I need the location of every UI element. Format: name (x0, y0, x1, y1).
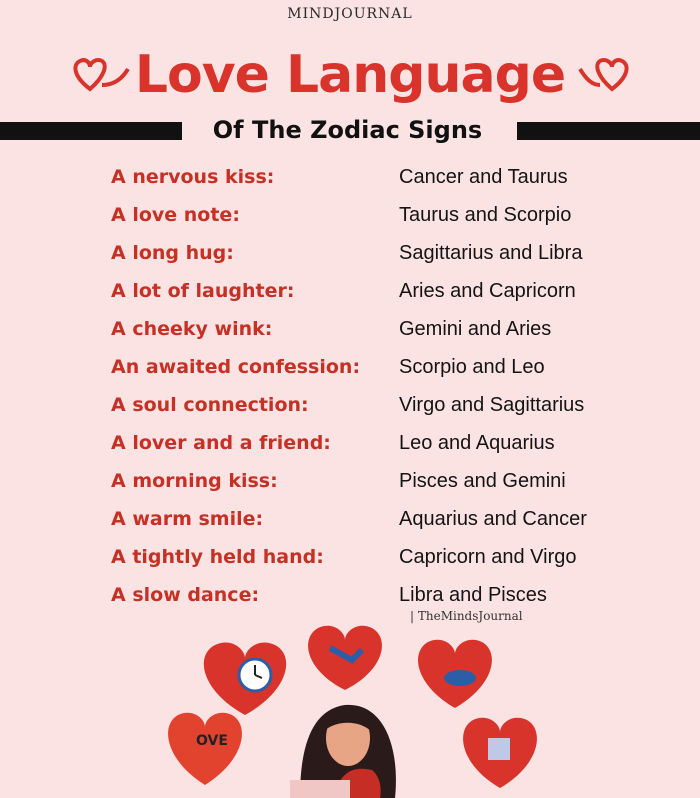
zodiac-signs: Virgo and Sagittarius (399, 394, 585, 416)
zodiac-signs: Cancer and Taurus (399, 166, 568, 188)
banner-bar-right (517, 122, 700, 140)
list-item (0, 542, 700, 580)
gesture-label: A warm smile: (111, 508, 264, 530)
gesture-label: A lover and a friend: (111, 432, 331, 454)
zodiac-signs: Aries and Capricorn (399, 280, 576, 302)
brand-logo: MINDJOURNAL (287, 6, 413, 22)
list-item (0, 314, 700, 352)
zodiac-signs: Scorpio and Leo (399, 356, 545, 378)
gesture-label: A lot of laughter: (111, 280, 295, 302)
subtitle-banner (0, 117, 700, 143)
list-item (0, 238, 700, 276)
zodiac-signs: Capricorn and Virgo (399, 546, 577, 568)
zodiac-signs: Libra and Pisces (399, 584, 547, 606)
zodiac-signs: Taurus and Scorpio (399, 204, 572, 226)
list-item (0, 162, 700, 200)
gesture-label: A love note: (111, 204, 240, 226)
title-row (0, 45, 700, 105)
zodiac-signs: Leo and Aquarius (399, 432, 555, 454)
list-item (0, 466, 700, 504)
gesture-label: A slow dance: (111, 584, 260, 606)
heart-right-icon (572, 55, 634, 95)
svg-text:OVE: OVE (196, 733, 228, 749)
page-subtitle: Of The Zodiac Signs (212, 116, 483, 144)
list-item (0, 276, 700, 314)
gesture-label: A cheeky wink: (111, 318, 273, 340)
heart-love-icon (168, 713, 242, 785)
list-item (0, 352, 700, 390)
banner-bar-left (0, 122, 182, 140)
gesture-label: A soul connection: (111, 394, 309, 416)
zodiac-signs: Aquarius and Cancer (399, 508, 587, 530)
heart-whisk-icon (418, 640, 492, 708)
zodiac-signs: Pisces and Gemini (399, 470, 566, 492)
heart-gift-icon (463, 718, 537, 788)
woman-illustration (290, 705, 396, 798)
list-item (0, 428, 700, 466)
page-title: Love Language (134, 45, 566, 105)
zodiac-signs: Sagittarius and Libra (399, 242, 583, 264)
zodiac-signs: Gemini and Aries (399, 318, 552, 340)
list-item (0, 200, 700, 238)
gesture-label: A tightly held hand: (111, 546, 324, 568)
gift-icon (488, 738, 510, 760)
list-item (0, 580, 700, 618)
gesture-label: A morning kiss: (111, 470, 278, 492)
credit-text: | TheMindsJournal (410, 609, 523, 623)
gesture-label: A nervous kiss: (111, 166, 275, 188)
heart-clock-icon (204, 642, 286, 715)
heart-hands-icon (308, 626, 382, 690)
illustration (0, 620, 700, 798)
list-item (0, 504, 700, 542)
whisk-icon (444, 670, 476, 686)
gesture-label: An awaited confession: (111, 356, 361, 378)
gesture-label: A long hug: (111, 242, 234, 264)
list-item (0, 390, 700, 428)
love-language-list (0, 162, 700, 618)
